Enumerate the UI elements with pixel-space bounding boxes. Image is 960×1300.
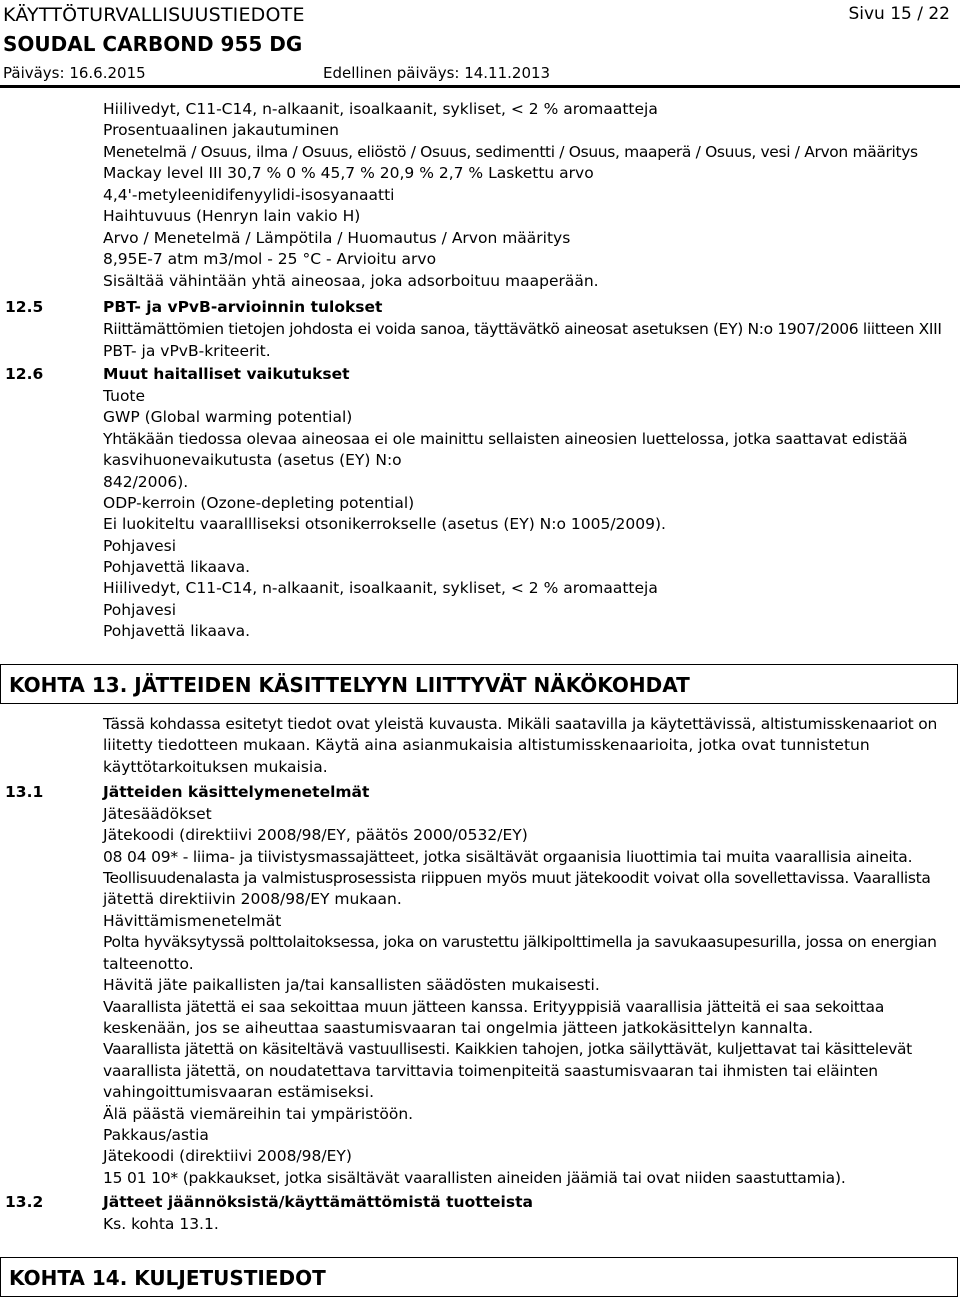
text-line: Älä päästä viemäreihin tai ympäristöön.	[103, 1105, 414, 1123]
text-line: Riittämättömien tietojen johdosta ei voida sanoa, täyttävätkö aineosat asetuksen (EY) N:o 1907/2006 liitteen XIII	[103, 320, 942, 338]
document-type-title: KÄYTTÖTURVALLISUUSTIEDOTE	[3, 4, 305, 26]
text-line: käyttötarkoituksen mukaisia.	[103, 758, 328, 776]
text-line: Pohjavettä likaava.	[103, 622, 251, 640]
text-line: vahingoittumisvaaran estämiseksi.	[103, 1083, 374, 1101]
section-13-header	[0, 664, 958, 704]
product-name: SOUDAL CARBOND 955 DG	[3, 32, 303, 56]
text-line: Hiilivedyt, C11-C14, n-alkaanit, isoalkaanit, sykliset, < 2 % aromaatteja	[103, 579, 658, 597]
header-divider	[0, 85, 960, 88]
section-14-header	[0, 1257, 958, 1297]
text-line: ODP-kerroin (Ozone-depleting potential)	[103, 494, 415, 512]
text-line: Hiilivedyt, C11-C14, n-alkaanit, isoalkaanit, sykliset, < 2 % aromaatteja	[103, 100, 658, 118]
subsection-title: Jätteiden käsittelymenetelmät	[103, 783, 370, 801]
text-line: Haihtuvuus (Henryn lain vakio H)	[103, 207, 361, 225]
text-line: Vaarallista jätettä on käsiteltävä vastuullisesti. Kaikkien tahojen, jotka säilyttävät, kuljettavat tai käsittelevät	[103, 1040, 912, 1058]
text-line: Ks. kohta 13.1.	[103, 1215, 219, 1233]
text-line: Jätekoodi (direktiivi 2008/98/EY, päätös 2000/0532/EY)	[103, 826, 528, 844]
section-14-title: KOHTA 14. KULJETUSTIEDOT	[9, 1266, 326, 1290]
section-number: 12.6	[5, 365, 44, 383]
text-line: 842/2006).	[103, 473, 189, 491]
text-line: Ei luokiteltu vaarallliseksi otsonikerrokselle (asetus (EY) N:o 1005/2009).	[103, 515, 666, 533]
text-line: Jätekoodi (direktiivi 2008/98/EY)	[103, 1147, 352, 1165]
text-line: Menetelmä / Osuus, ilma / Osuus, eliöstö / Osuus, sedimentti / Osuus, maaperä / Osuus, vesi / Arvon määritys	[103, 143, 918, 161]
text-line: Pohjavettä likaava.	[103, 558, 251, 576]
text-line: PBT- ja vPvB-kriteerit.	[103, 342, 271, 360]
text-line: Yhtäkään tiedossa olevaa aineosaa ei ole mainittu sellaisten aineosien luettelossa, jotka saattavat edistää	[103, 430, 908, 448]
text-line: 8,95E-7 atm m3/mol - 25 °C - Arvioitu arvo	[103, 250, 437, 268]
text-line: keskenään, jos se aiheuttaa saastumisvaaran tai ongelmia jätteen jatkokäsittelyn kannalta.	[103, 1019, 814, 1037]
text-line: talteenotto.	[103, 955, 194, 973]
text-line: Teollisuudenalasta ja valmistusprosessista riippuen myös muut jätekoodit voivat olla sovellettavissa. Vaarallista	[103, 869, 931, 887]
text-line: Prosentuaalinen jakautuminen	[103, 121, 339, 139]
text-line: Vaarallista jätettä ei saa sekoittaa muun jätteen kanssa. Erityyppisiä vaarallisia jätteitä ei saa sekoittaa	[103, 998, 885, 1016]
subsection-title: Muut haitalliset vaikutukset	[103, 365, 350, 383]
text-line: jätettä direktiivin 2008/98/EY mukaan.	[103, 890, 402, 908]
revision-date: Päiväys: 16.6.2015	[3, 64, 146, 82]
subsection-title: Jätteet jäännöksistä/käyttämättömistä tuotteista	[103, 1193, 533, 1211]
text-line: Mackay level III 30,7 % 0 % 45,7 % 20,9 % 2,7 % Laskettu arvo	[103, 164, 594, 182]
text-line: 08 04 09* - liima- ja tiivistysmassajätteet, jotka sisältävät orgaanisia liuottimia tai muita vaarallisia aineita.	[103, 848, 913, 866]
section-13-title: KOHTA 13. JÄTTEIDEN KÄSITTELYYN LIITTYVÄT NÄKÖKOHDAT	[9, 673, 690, 697]
section-number: 12.5	[5, 298, 44, 316]
text-line: kasvihuonevaikutusta (asetus (EY) N:o	[103, 451, 402, 469]
text-line: Polta hyväksytyssä polttolaitoksessa, joka on varustettu jälkipolttimella ja savukaasupesurilla, jossa on energian	[103, 933, 937, 951]
page-number: Sivu 15 / 22	[848, 4, 950, 24]
text-line: 15 01 10* (pakkaukset, jotka sisältävät vaarallisten aineiden jäämiä tai ovat niiden saastuttamia).	[103, 1169, 846, 1187]
text-line: 4,4'-metyleenidifenyylidi-isosyanaatti	[103, 186, 395, 204]
section-number: 13.1	[5, 783, 44, 801]
text-line: Jätesäädökset	[103, 805, 212, 823]
section-number: 13.2	[5, 1193, 44, 1211]
text-line: Tässä kohdassa esitetyt tiedot ovat yleistä kuvausta. Mikäli saatavilla ja käytettävissä, altistumisskenaariot on	[103, 715, 938, 733]
text-line: liitetty tiedotteen mukaan. Käytä aina asianmukaisia altistumisskenaarioita, jotka ovat tunnistetun	[103, 736, 870, 754]
text-line: Pakkaus/astia	[103, 1126, 209, 1144]
text-line: Arvo / Menetelmä / Lämpötila / Huomautus / Arvon määritys	[103, 229, 571, 247]
text-line: Pohjavesi	[103, 601, 176, 619]
subsection-title: PBT- ja vPvB-arvioinnin tulokset	[103, 298, 383, 316]
text-line: vaarallista jätettä, on noudatettava tarvittavia toimenpiteitä saastumisvaaran tai ihmisten tai eläinten	[103, 1062, 878, 1080]
text-line: Tuote	[103, 387, 146, 405]
previous-revision-date: Edellinen päiväys: 14.11.2013	[323, 64, 551, 82]
text-line: Sisältää vähintään yhtä aineosaa, joka adsorboituu maaperään.	[103, 272, 599, 290]
text-line: GWP (Global warming potential)	[103, 408, 353, 426]
text-line: Hävittämismenetelmät	[103, 912, 282, 930]
text-line: Pohjavesi	[103, 537, 176, 555]
text-line: Hävitä jäte paikallisten ja/tai kansallisten säädösten mukaisesti.	[103, 976, 600, 994]
